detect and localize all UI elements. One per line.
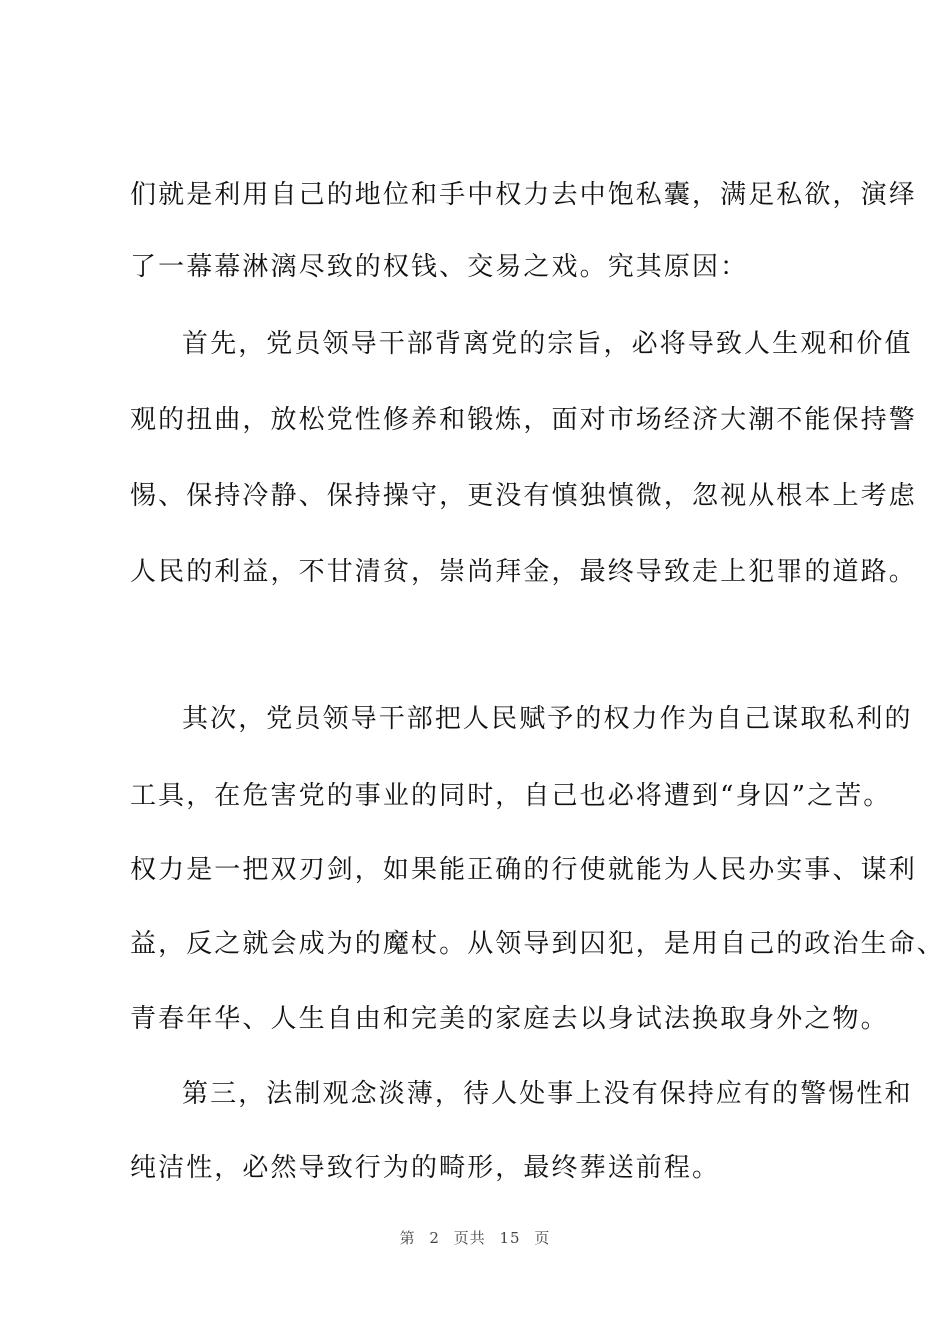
paragraph-3-line-2: 工具，在危害党的事业的同时，自己也必将遭到“身囚”之苦。 — [130, 781, 892, 811]
paragraph-1-line-2: 了一幕幕淋漓尽致的权钱、交易之戏。究其原因： — [130, 252, 749, 282]
paragraph-2-line-3: 惕、保持冷静、保持操守，更没有慎独慎微，忽视从根本上考虑 — [130, 481, 917, 511]
paragraph-3-line-3: 权力是一把双刃剑，如果能正确的行使就能为人民办实事、谋利 — [130, 855, 917, 885]
footer-prefix: 第 — [399, 1229, 416, 1247]
paragraph-2-line-2: 观的扭曲，放松党性修养和锻炼，面对市场经济大潮不能保持警 — [130, 405, 917, 435]
paragraph-4-line-1: 第三，法制观念淡薄，待人处事上没有保持应有的警惕性和 — [182, 1079, 913, 1109]
paragraph-2-line-4: 人民的利益，不甘清贫，崇尚拜金，最终导致走上犯罪的道路。 — [130, 557, 917, 587]
footer-current-page: 2 — [429, 1229, 440, 1247]
footer-suffix: 页 — [534, 1229, 551, 1247]
paragraph-4-line-2: 纯洁性，必然导致行为的畸形，最终葬送前程。 — [130, 1153, 721, 1183]
page-number-footer — [0, 1228, 950, 1248]
footer-middle: 页共 — [453, 1229, 486, 1247]
paragraph-3-line-1: 其次，党员领导干部把人民赋予的权力作为自己谋取私利的 — [182, 704, 913, 734]
paragraph-2-line-1: 首先，党员领导干部背离党的宗旨，必将导致人生观和价值 — [182, 329, 913, 359]
paragraph-1-line-1: 们就是利用自己的地位和手中权力去中饱私囊，满足私欲，演绎 — [130, 180, 917, 210]
footer-total-pages: 15 — [499, 1229, 521, 1247]
paragraph-3-line-5: 青春年华、人生自由和完美的家庭去以身试法换取身外之物。 — [130, 1004, 889, 1034]
paragraph-3-line-4: 益，反之就会成为的魔杖。从领导到囚犯，是用自己的政治生命、 — [130, 929, 945, 959]
